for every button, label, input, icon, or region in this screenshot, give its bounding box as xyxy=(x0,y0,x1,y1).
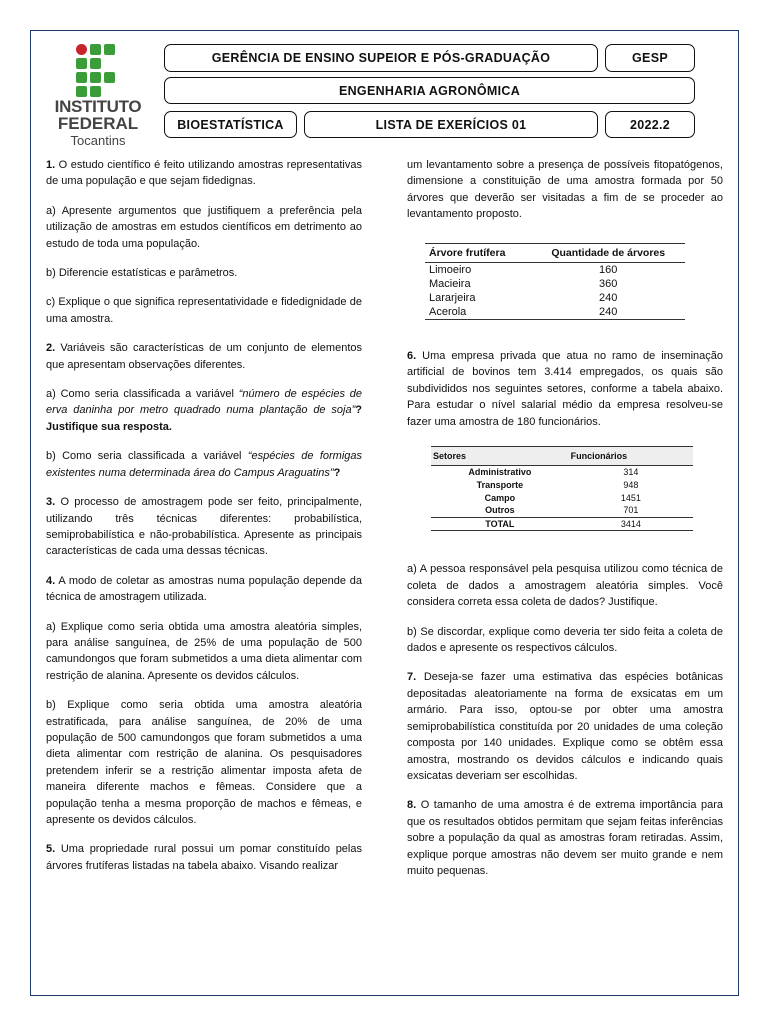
sectors-table xyxy=(431,446,693,531)
question-8: 8. O tamanho de uma amostra é de extrema importância para que os resultados obtidos permitam que sejam feitas inferências sobre a população da qual as amostras foram retiradas. Assim, explique porque amostras não devem ser muito grande e nem muito pequenas. xyxy=(407,799,723,877)
table-row: Transporte 948 xyxy=(476,480,639,491)
institution-logo xyxy=(48,42,148,162)
list-title-box: LISTA DE EXERÍCIOS 01 xyxy=(304,111,598,138)
table-total-row: TOTAL 3414 xyxy=(431,517,693,531)
table-header: Setores xyxy=(431,447,569,466)
table-header: Funcionários xyxy=(569,447,693,466)
question-2: 2. Variáveis são características de um conjunto de elementos que apresentam observações diferentes. xyxy=(46,342,362,371)
question-4: 4. A modo de coletar as amostras numa população depende da técnica de amostragem utilizada. xyxy=(46,574,362,604)
question-6a: a) A pessoa responsável pela pesquisa utilizou como técnica de coleta de dados a amostragem aleatória simples. Você considera correta essa coleta de dados? Justifique. xyxy=(407,563,723,609)
question-6b: b) Se discordar, explique como deveria ter sido feita a coleta de dados e apresente os respectivos cálculos. xyxy=(407,625,723,655)
logo-mark xyxy=(76,44,116,102)
question-5: 5. Uma propriedade rural possui um pomar constituído pelas árvores frutíferas listadas na tabela abaixo. Visando realizar xyxy=(46,843,362,872)
fruit-trees-table xyxy=(425,243,685,320)
period-box: 2022.2 xyxy=(605,111,695,138)
question-4b: b) Explique como seria obtida uma amostra aleatória estratificada, para análise sanguínea, de 20% de uma população de 500 camundongos que foram submetidos a uma dieta alimentar com restrição de alanina. Os pesquisadores pretendem inferir se a restrição alimentar imposta afeta de maneira diferente machos e fêmeas. Considere que a população tenha a mesma proporção de machos e fêmeas, e apresente os devidos cálculos. xyxy=(46,699,362,826)
question-4a: a) Explique como seria obtida uma amostra aleatória simples, para análise sanguínea, de 25% de uma população de 500 camundongos que foram submetidos a uma dieta alimentar com restrição de alanina. Apresente os devidos cálculos. xyxy=(46,620,362,682)
question-1c: c) Explique o que significa representatividade e fidedignidade de uma amostra. xyxy=(46,296,362,325)
table-row: Limoeiro 160 xyxy=(429,264,618,277)
table-row: Lararjeira 240 xyxy=(429,292,618,305)
question-1b: b) Diferencie estatísticas e parâmetros. xyxy=(46,267,238,280)
question-3: 3. O processo de amostragem pode ser feito, principalmente, utilizando três técnicas diferentes: probabilística, semiprobabilística e não-probabilística. Apresente as principais características de cada uma dessas técnicas. xyxy=(46,496,362,558)
question-7: 7. Deseja-se fazer uma estimativa das espécies botânicas depositadas aleatoriamente na forma de exsicatas em um armário. Para isso, optou-se por obter uma amostra semiprobabilística constituída por 20 unidades de uma coleção composta por 140 unidades. Explique como se obtêm essa amostra, mostrando os devidos cálculos e indicando quais exsicatas deveriam ser escolhidas. xyxy=(407,671,723,782)
question-1a: a) Apresente argumentos que justifiquem a preferência pela utilização de amostras em estudos científicos em detrimento ao estudo de toda uma população. xyxy=(46,204,362,250)
question-2a: a) Como seria classificada a variável “número de espécies de erva daninha por metro quadrado numa plantação de soja”? Justifique sua resposta. xyxy=(46,388,362,433)
table-row: Campo 1451 xyxy=(484,492,641,503)
table-row: Outros 701 xyxy=(485,505,639,516)
subject-box: BIOESTATÍSTICA xyxy=(164,111,297,138)
institution-box: GERÊNCIA DE ENSINO SUPEIOR E PÓS-GRADUAÇÃO xyxy=(164,44,598,72)
left-column xyxy=(46,157,362,887)
table-header: Árvore frutífera xyxy=(425,243,531,262)
question-2b: b) Como seria classificada a variável “espécies de formigas existentes numa determinada área do Campus Araguatins”? xyxy=(46,450,362,479)
logo-line-2: FEDERAL xyxy=(57,114,139,133)
course-box: ENGENHARIA AGRONÔMICA xyxy=(164,77,695,104)
question-5-continued: um levantamento sobre a presença de possíveis fitopatógenos, dimensione a constituição de uma amostra formada por 50 árvores que deverão ser visitadas a fim de se proceder ao levantamento proposto. xyxy=(407,159,723,221)
table-row: Macieira 360 xyxy=(429,278,618,291)
logo-line-1: INSTITUTO xyxy=(54,97,142,116)
code-box: GESP xyxy=(605,44,695,72)
table-row: Administrativo 314 xyxy=(468,467,639,478)
table-header: Quantidade de árvores xyxy=(531,243,685,262)
right-column xyxy=(407,157,723,892)
question-1: 1. O estudo científico é feito utilizando amostras representativas de uma população e que sejam fidedignas. xyxy=(46,159,362,188)
table-row: Acerola 240 xyxy=(425,305,685,320)
question-6: 6. Uma empresa privada que atua no ramo de inseminação artificial de bovinos tem 3.414 empregados, os quais são subdivididos nos seguintes setores, conforme a tabela abaixo. Para estudar o nível salarial médio da empresa resolveu-se fazer uma amostra de 180 funcionários. xyxy=(407,350,723,428)
logo-line-3: Tocantins xyxy=(70,133,126,148)
